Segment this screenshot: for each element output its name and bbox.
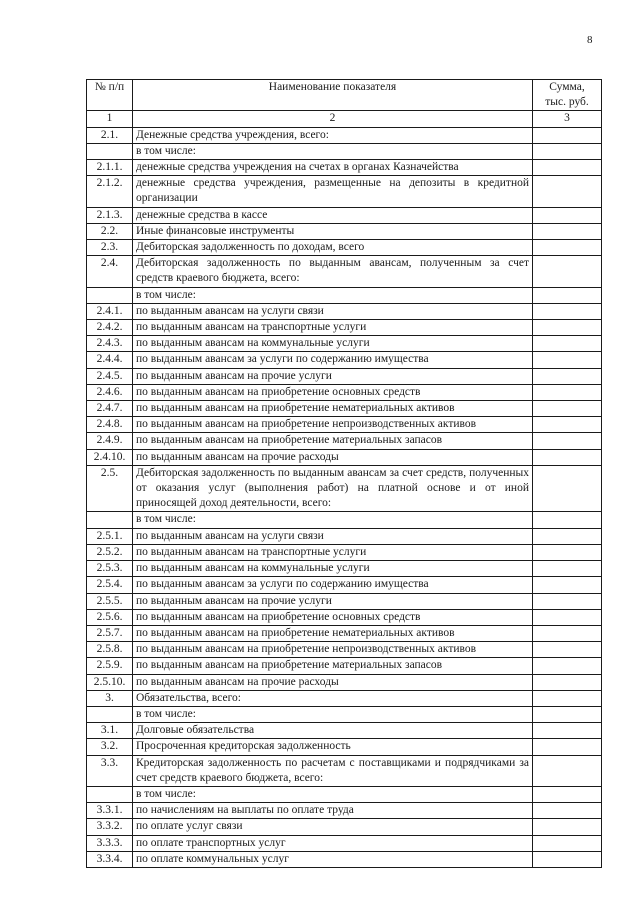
row-number: 2.4.4. bbox=[87, 352, 133, 368]
row-name: в том числе: bbox=[133, 706, 533, 722]
row-number: 2.4.6. bbox=[87, 384, 133, 400]
row-name: Дебиторская задолженность по выданным авансам, полученным за счет средств краевого бюджета, всего: bbox=[133, 256, 533, 287]
row-name: по выданным авансам на приобретение основных средств bbox=[133, 384, 533, 400]
row-name: по оплате услуг связи bbox=[133, 819, 533, 835]
row-number: 2.5.9. bbox=[87, 658, 133, 674]
column-number: 1 bbox=[87, 111, 133, 127]
row-sum bbox=[533, 401, 602, 417]
row-name: по выданным авансам на транспортные услуги bbox=[133, 320, 533, 336]
row-number bbox=[87, 786, 133, 802]
row-number: 2.1.1. bbox=[87, 160, 133, 176]
table-row bbox=[87, 433, 602, 449]
row-number: 2.5.4. bbox=[87, 577, 133, 593]
row-sum bbox=[533, 835, 602, 851]
table-header-row bbox=[87, 80, 602, 111]
table-row bbox=[87, 384, 602, 400]
row-sum bbox=[533, 561, 602, 577]
column-number: 3 bbox=[533, 111, 602, 127]
table-row bbox=[87, 803, 602, 819]
table-row bbox=[87, 609, 602, 625]
table-row bbox=[87, 352, 602, 368]
row-number: 2.4.2. bbox=[87, 320, 133, 336]
table-row bbox=[87, 544, 602, 560]
row-name: по выданным авансам за услуги по содержанию имущества bbox=[133, 577, 533, 593]
row-sum bbox=[533, 336, 602, 352]
row-sum bbox=[533, 739, 602, 755]
column-number-row bbox=[87, 111, 602, 127]
row-name: в том числе: bbox=[133, 143, 533, 159]
row-sum bbox=[533, 384, 602, 400]
table-row bbox=[87, 723, 602, 739]
row-name: денежные средства учреждения, размещенные на депозиты в кредитной организации bbox=[133, 176, 533, 207]
page-number: 8 bbox=[587, 34, 593, 46]
row-name: по выданным авансам на услуги связи bbox=[133, 528, 533, 544]
row-sum bbox=[533, 320, 602, 336]
row-sum bbox=[533, 851, 602, 867]
row-number: 3.3.3. bbox=[87, 835, 133, 851]
row-sum bbox=[533, 240, 602, 256]
header-sum bbox=[533, 80, 602, 111]
row-name: по выданным авансам на прочие услуги bbox=[133, 368, 533, 384]
row-name: в том числе: bbox=[133, 287, 533, 303]
row-number: 2.3. bbox=[87, 240, 133, 256]
row-sum bbox=[533, 465, 602, 512]
table-row bbox=[87, 127, 602, 143]
row-sum bbox=[533, 207, 602, 223]
row-name: Обязательства, всего: bbox=[133, 690, 533, 706]
row-name: по выданным авансам на приобретение основных средств bbox=[133, 609, 533, 625]
row-number: 3.3.1. bbox=[87, 803, 133, 819]
row-number: 2.5.8. bbox=[87, 642, 133, 658]
row-name: в том числе: bbox=[133, 512, 533, 528]
row-number: 2.5. bbox=[87, 465, 133, 512]
row-name: Просроченная кредиторская задолженность bbox=[133, 739, 533, 755]
row-name: по начислениям на выплаты по оплате труда bbox=[133, 803, 533, 819]
row-name: по выданным авансам на приобретение материальных запасов bbox=[133, 433, 533, 449]
row-sum bbox=[533, 160, 602, 176]
row-sum bbox=[533, 528, 602, 544]
row-sum bbox=[533, 706, 602, 722]
table-row bbox=[87, 320, 602, 336]
row-name: по выданным авансам на приобретение непроизводственных активов bbox=[133, 642, 533, 658]
row-number bbox=[87, 512, 133, 528]
row-name: по выданным авансам на прочие расходы bbox=[133, 449, 533, 465]
row-sum bbox=[533, 642, 602, 658]
table-row bbox=[87, 143, 602, 159]
row-sum bbox=[533, 577, 602, 593]
row-name: по выданным авансам на приобретение нематериальных активов bbox=[133, 625, 533, 641]
table-row bbox=[87, 658, 602, 674]
row-number: 2.5.7. bbox=[87, 625, 133, 641]
row-sum bbox=[533, 287, 602, 303]
row-sum bbox=[533, 352, 602, 368]
row-number: 2.4.10. bbox=[87, 449, 133, 465]
row-name: по выданным авансам на приобретение материальных запасов bbox=[133, 658, 533, 674]
table-row bbox=[87, 528, 602, 544]
table-row bbox=[87, 512, 602, 528]
row-name: по выданным авансам на коммунальные услуги bbox=[133, 561, 533, 577]
row-name: по выданным авансам за услуги по содержанию имущества bbox=[133, 352, 533, 368]
row-number: 2.4.7. bbox=[87, 401, 133, 417]
table-row bbox=[87, 706, 602, 722]
table-row bbox=[87, 819, 602, 835]
row-number: 2.4.9. bbox=[87, 433, 133, 449]
row-sum bbox=[533, 625, 602, 641]
table-row bbox=[87, 160, 602, 176]
row-number: 2.4.5. bbox=[87, 368, 133, 384]
table-body bbox=[87, 127, 602, 867]
row-name: по выданным авансам на приобретение непроизводственных активов bbox=[133, 417, 533, 433]
table-row bbox=[87, 449, 602, 465]
row-name: Денежные средства учреждения, всего: bbox=[133, 127, 533, 143]
row-number: 2.2. bbox=[87, 223, 133, 239]
row-name: по выданным авансам на приобретение нематериальных активов bbox=[133, 401, 533, 417]
row-number: 2.4.3. bbox=[87, 336, 133, 352]
row-sum bbox=[533, 417, 602, 433]
table-row bbox=[87, 417, 602, 433]
table-row bbox=[87, 674, 602, 690]
row-sum bbox=[533, 143, 602, 159]
table-row bbox=[87, 835, 602, 851]
row-name: Кредиторская задолженность по расчетам с поставщиками и подрядчиками за счет средств краевого бюджета, всего: bbox=[133, 755, 533, 786]
table-row bbox=[87, 593, 602, 609]
row-number: 2.5.2. bbox=[87, 544, 133, 560]
row-sum bbox=[533, 723, 602, 739]
row-name: денежные средства в кассе bbox=[133, 207, 533, 223]
row-name: денежные средства учреждения на счетах в органах Казначейства bbox=[133, 160, 533, 176]
table-row bbox=[87, 256, 602, 287]
table-row bbox=[87, 240, 602, 256]
row-name: по выданным авансам на услуги связи bbox=[133, 303, 533, 319]
table-row bbox=[87, 176, 602, 207]
row-sum bbox=[533, 449, 602, 465]
table-row bbox=[87, 368, 602, 384]
row-sum bbox=[533, 593, 602, 609]
row-name: по выданным авансам на коммунальные услуги bbox=[133, 336, 533, 352]
table-row bbox=[87, 303, 602, 319]
row-number: 2.4.8. bbox=[87, 417, 133, 433]
row-number: 3.2. bbox=[87, 739, 133, 755]
row-sum bbox=[533, 433, 602, 449]
row-sum bbox=[533, 786, 602, 802]
row-number: 2.1.2. bbox=[87, 176, 133, 207]
table-row bbox=[87, 207, 602, 223]
table-row bbox=[87, 851, 602, 867]
row-sum bbox=[533, 223, 602, 239]
row-name: по оплате коммунальных услуг bbox=[133, 851, 533, 867]
row-sum bbox=[533, 127, 602, 143]
row-number: 2.5.1. bbox=[87, 528, 133, 544]
row-name: по выданным авансам на прочие расходы bbox=[133, 674, 533, 690]
row-name: по выданным авансам на прочие услуги bbox=[133, 593, 533, 609]
row-number: 2.1.3. bbox=[87, 207, 133, 223]
row-sum bbox=[533, 368, 602, 384]
row-number bbox=[87, 287, 133, 303]
row-sum bbox=[533, 674, 602, 690]
table-row bbox=[87, 642, 602, 658]
indicators-table bbox=[86, 79, 602, 868]
row-number: 3. bbox=[87, 690, 133, 706]
row-sum bbox=[533, 609, 602, 625]
table-row bbox=[87, 786, 602, 802]
row-name: Долговые обязательства bbox=[133, 723, 533, 739]
table-row bbox=[87, 401, 602, 417]
table-row bbox=[87, 561, 602, 577]
header-sum-line1: Сумма, bbox=[549, 81, 585, 93]
column-number: 2 bbox=[133, 111, 533, 127]
table-row bbox=[87, 336, 602, 352]
row-number: 3.3.4. bbox=[87, 851, 133, 867]
row-number: 2.5.5. bbox=[87, 593, 133, 609]
table-row bbox=[87, 690, 602, 706]
row-number: 2.5.3. bbox=[87, 561, 133, 577]
header-num: № п/п bbox=[87, 80, 133, 111]
row-sum bbox=[533, 512, 602, 528]
table-row bbox=[87, 465, 602, 512]
row-sum bbox=[533, 658, 602, 674]
header-name: Наименование показателя bbox=[133, 80, 533, 111]
row-number: 2.1. bbox=[87, 127, 133, 143]
table-row bbox=[87, 739, 602, 755]
row-number: 3.1. bbox=[87, 723, 133, 739]
row-sum bbox=[533, 256, 602, 287]
row-name: по выданным авансам на транспортные услуги bbox=[133, 544, 533, 560]
row-sum bbox=[533, 303, 602, 319]
row-number bbox=[87, 706, 133, 722]
row-name: Дебиторская задолженность по выданным авансам за счет средств, полученных от оказания услуг (выполнения работ) на платной основе и от иной приносящей доход деятельности, всего: bbox=[133, 465, 533, 512]
row-name: Дебиторская задолженность по доходам, всего bbox=[133, 240, 533, 256]
table-row bbox=[87, 287, 602, 303]
row-number: 2.5.10. bbox=[87, 674, 133, 690]
row-sum bbox=[533, 755, 602, 786]
row-name: Иные финансовые инструменты bbox=[133, 223, 533, 239]
row-name: в том числе: bbox=[133, 786, 533, 802]
table-row bbox=[87, 223, 602, 239]
row-sum bbox=[533, 176, 602, 207]
row-number bbox=[87, 143, 133, 159]
row-number: 3.3. bbox=[87, 755, 133, 786]
row-number: 2.4.1. bbox=[87, 303, 133, 319]
row-number: 3.3.2. bbox=[87, 819, 133, 835]
table-row bbox=[87, 577, 602, 593]
row-sum bbox=[533, 690, 602, 706]
header-sum-line2: тыс. руб. bbox=[545, 96, 589, 109]
table-row bbox=[87, 755, 602, 786]
row-sum bbox=[533, 803, 602, 819]
row-number: 2.4. bbox=[87, 256, 133, 287]
row-number: 2.5.6. bbox=[87, 609, 133, 625]
row-name: по оплате транспортных услуг bbox=[133, 835, 533, 851]
row-sum bbox=[533, 819, 602, 835]
table-row bbox=[87, 625, 602, 641]
row-sum bbox=[533, 544, 602, 560]
